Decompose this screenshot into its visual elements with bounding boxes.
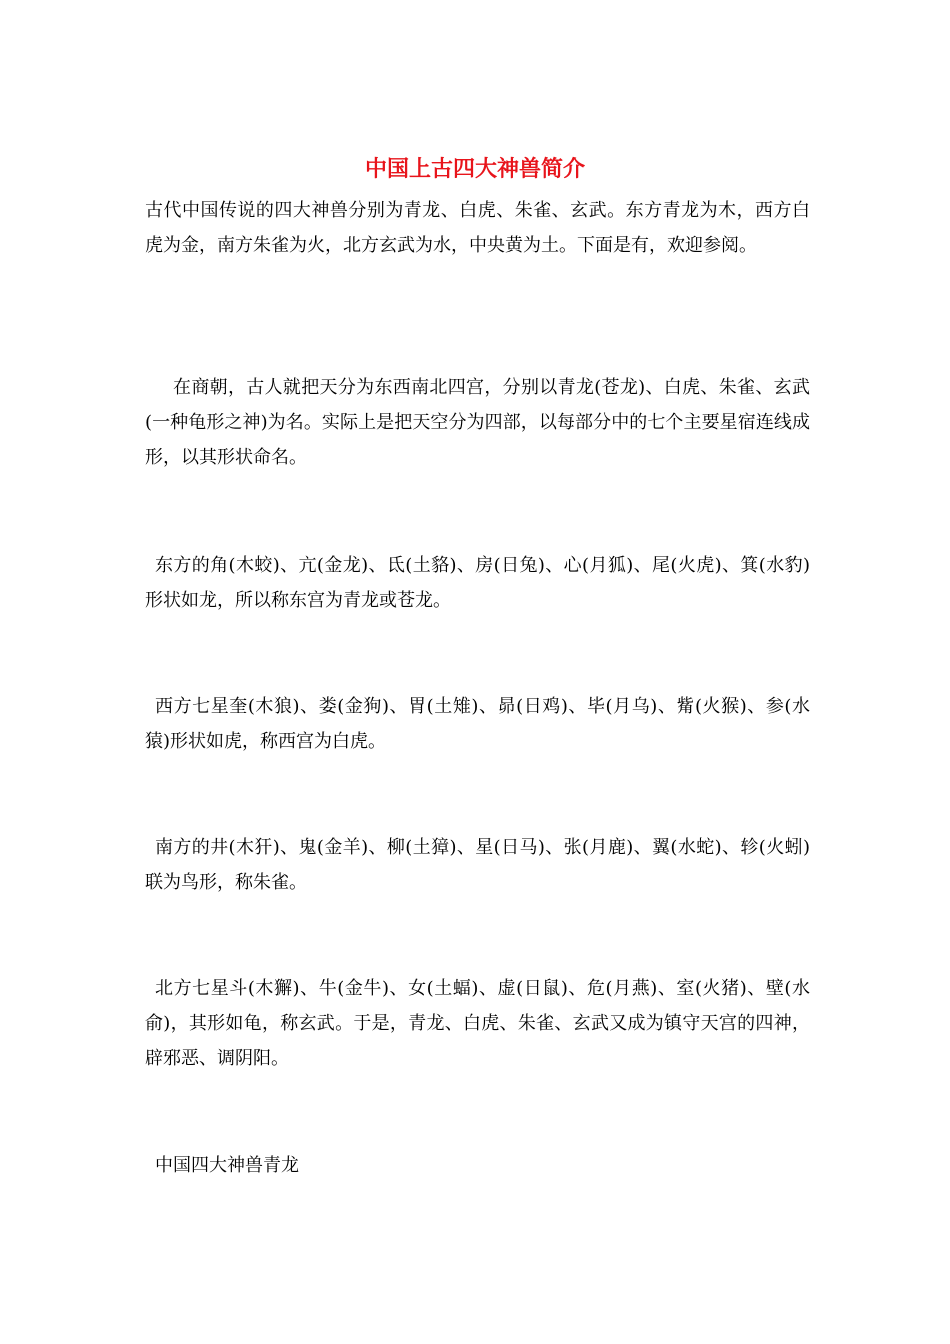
paragraph-north: 北方七星斗(木獬)、牛(金牛)、女(土蝠)、虚(日鼠)、危(月燕)、室(火猪)、壁(水俞)，其形如龟，称玄武。于是，青龙、白虎、朱雀、玄武又成为镇守天宫的四神，辟邪恶、调阴阳。 [145, 978, 810, 1069]
paragraph-east: 东方的角(木蛟)、亢(金龙)、氐(土貉)、房(日兔)、心(月狐)、尾(火虎)、箕(水豹)形状如龙，所以称东宫为青龙或苍龙。 [145, 555, 810, 611]
paragraph-south: 南方的井(木犴)、鬼(金羊)、柳(土獐)、星(日马)、张(月鹿)、翼(水蛇)、轸(火蚓)联为鸟形，称朱雀。 [145, 837, 810, 893]
paragraph-intro: 古代中国传说的四大神兽分别为青龙、白虎、朱雀、玄武。东方青龙为木，西方白虎为金，南方朱雀为火，北方玄武为水，中央黄为土。下面是有，欢迎参阅。 [145, 200, 810, 256]
document-title: 中国上古四大神兽简介 [364, 156, 585, 182]
paragraph-shang-dynasty: 在商朝，古人就把天分为东西南北四宫，分别以青龙(苍龙)、白虎、朱雀、玄武(一种龟形之神)为名。实际上是把天空分为四部，以每部分中的七个主要星宿连线成形，以其形状命名。 [145, 377, 810, 468]
section-heading-qinglong: 中国四大神兽青龙 [155, 1155, 299, 1176]
paragraph-west: 西方七星奎(木狼)、娄(金狗)、胃(土雉)、昴(日鸡)、毕(月乌)、觜(火猴)、参(水猿)形状如虎，称西宫为白虎。 [145, 696, 810, 752]
